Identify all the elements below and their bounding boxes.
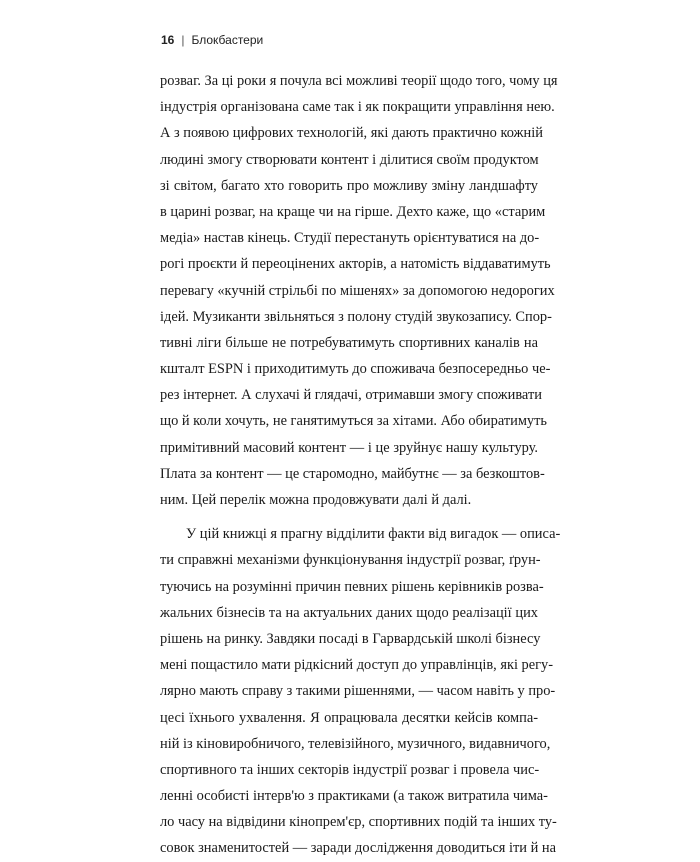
text-line: примітивний масовий контент — і це зруйнує нашу культуру.: [160, 439, 538, 456]
text-line: жальних бізнесів та на актуальних даних щодо реалізації цих: [160, 604, 538, 621]
text-line: ло часу на відвідини кінопрем'єр, спортивних подій та інших ту-: [160, 814, 557, 831]
header-separator: |: [181, 33, 185, 47]
text-line: що й коли хочуть, не ганятимуться за хітами. Або обиратимуть: [160, 413, 547, 430]
text-line: совок знаменитостей — заради дослідження доводиться іти й на: [160, 840, 556, 857]
page-number: 16: [161, 33, 175, 47]
paragraph: [160, 521, 561, 861]
text-line: рогі проєкти й переоцінених акторів, а натомість віддаватимуть: [160, 256, 551, 273]
text-line: спортивного та інших секторів індустрії розваг і провела чис-: [160, 761, 540, 778]
text-line: перевагу «кучній стрільбі по мішенях» за допомогою недорогих: [160, 282, 555, 299]
running-title: Блокбастери: [191, 33, 264, 47]
text-line: розваг. За ці роки я почула всі можливі теорії щодо того, чому ця: [160, 73, 558, 89]
text-line: рез інтернет. А слухачі й глядачі, отримавши змогу споживати: [160, 387, 542, 404]
text-line: ленні особисті інтерв'ю з практиками (а також витратила чима-: [160, 788, 548, 805]
text-line: У цій книжці я прагну відділити факти від вигадок — описа-: [186, 526, 561, 543]
text-line: ним. Цей перелік можна продовжувати далі й далі.: [160, 492, 472, 508]
text-line: туючись на розумінні причин певних рішень керівників розва-: [160, 578, 544, 595]
text-line: в царині розваг, на краще чи на гірше. Дехто каже, що «старим: [160, 203, 546, 220]
paragraph-gap: [160, 513, 538, 521]
text-line: Плата за контент — це старомодно, майбутнє — за безкоштов-: [160, 465, 545, 482]
running-header: [161, 33, 263, 47]
text-line: ти справжні механізми функціонування індустрії розваг, ґрун-: [160, 552, 541, 569]
text-line: лярно мають справу з такими рішеннями, — часом навіть у про-: [160, 683, 556, 700]
text-line: кшталт ESPN і приходитимуть до споживача безпосередньо че-: [160, 361, 551, 378]
text-line: індустрія організована саме так і як покращити управління нею.: [160, 99, 555, 116]
body-text: [160, 68, 561, 862]
text-line: зі світом, багато хто говорить про можливу зміну ландшафту: [160, 177, 538, 194]
text-line: мені пощастило мати рідкісний доступ до управлінців, які регу-: [160, 657, 554, 674]
text-line: цесі їхнього ухвалення. Я опрацювала десятки кейсів компа-: [160, 709, 538, 726]
text-line: людині змогу створювати контент і ділитися своїм продуктом: [160, 151, 539, 168]
text-line: рішень на ринку. Завдяки посаді в Гарвардській школі бізнесу: [160, 630, 541, 647]
text-line: тивні ліги більше не потребуватимуть спортивних каналів на: [160, 334, 538, 351]
paragraph: [160, 68, 558, 513]
text-line: ній із кіновиробничого, телевізійного, музичного, видавничого,: [160, 735, 551, 752]
text-line: медіа» настав кінець. Студії перестануть орієнтуватися на до-: [160, 230, 540, 247]
text-line: ідей. Музиканти звільняться з полону студій звукозапису. Спор-: [160, 308, 552, 325]
text-line: А з появою цифрових технологій, які дають практично кожній: [160, 125, 543, 142]
